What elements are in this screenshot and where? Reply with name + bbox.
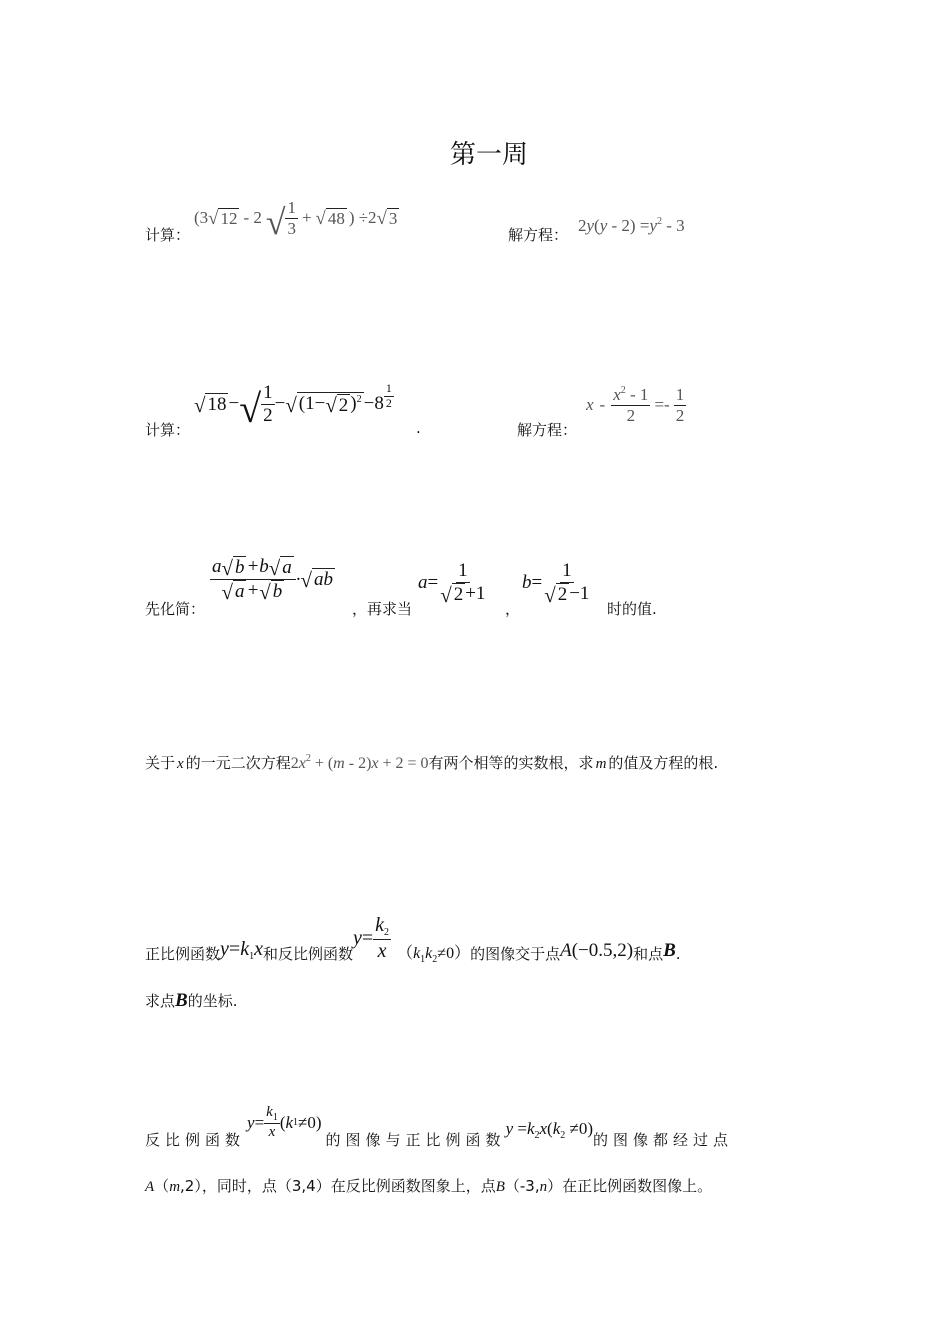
problem-5-text-mid: ，再求当 (352, 600, 413, 618)
problem-4-label: 解方程： (517, 421, 578, 439)
problem-2-label: 解方程： (508, 226, 569, 244)
problem-1-expression: (3 √ 12 - 2 √ $\frac{1}{3}$ + √ 48 ) ÷2 √ 3 (194, 198, 398, 242)
problem-3-expression: √ 18 − √ $\frac{1}{2}$ − √ (1− √ 2 )$^2$ −8 $\frac{1}{2}$ (194, 381, 392, 431)
problem-5-a-definition: a = 1 √ 2 +1 (418, 560, 486, 607)
problem-3-label: 计算： (145, 421, 191, 439)
problem-2-equation: $2y(y - 2) =y^2 - 3$ (578, 216, 685, 235)
problem-5-tail: 时的值. (607, 600, 657, 618)
problem-7-line-2: 求点 B 的坐标. (145, 990, 238, 1011)
problem-7-inverse-function: y = $\frac{k_2}{x}$ (352, 914, 390, 962)
problem-4-equation: x - $\frac{x^2 - 1}{2}$ =- $\frac{1}{2}$ (586, 385, 685, 425)
problem-8-inverse-function: y = $\frac{k_1}{x}$ ( k 1 ≠0) (247, 1103, 322, 1141)
problem-5-label: 先化简： (145, 600, 206, 618)
problem-8-line-1: 反比例函数 y = $\frac{k_1}{x}$ ( k 1 ≠0) 的图像与正比例函数 $y =k_2x(k_2 \ne 0)$ 的图像都经过点 (145, 1103, 734, 1149)
problem-7-linear-function: $y=k_1x$ (220, 937, 263, 962)
problem-1-label: 计算： (145, 226, 191, 244)
page-title: 第一周 (450, 140, 529, 170)
problem-7-line-1: 正比例函数 $y=k_1x$ 和反比例函数 y = $\frac{k_2}{x}$ $(k_1k_2\ne 0)$ 的图像交于点 A(−0.5,2) 和点 B . (145, 914, 681, 965)
problem-3-period: . (416, 419, 421, 437)
problem-8-line-2: A （ m ,2），同时，点（3,4）在反比例函数图象上，点 B （-3, n ）在正比例函数图像上。 (145, 1177, 713, 1195)
problem-6: 关于 x 的一元二次方程 $2x^2 + (m - 2)x + 2 = 0$ 有两个相等的实数根，求 m 的值及方程的根. (145, 753, 719, 772)
problem-5-b-definition: b = 1 √ 2 −1 (522, 560, 590, 607)
problem-8-linear-function: $y =k_2x(k_2 \ne 0)$ (505, 1118, 594, 1141)
problem-6-equation: $2x^2 + (m - 2)x + 2 = 0$ (290, 753, 429, 772)
problem-5-expression: a √ b +b √ a √ a + √ b · √ ab (212, 556, 333, 605)
problem-5-comma: ， (505, 600, 521, 618)
